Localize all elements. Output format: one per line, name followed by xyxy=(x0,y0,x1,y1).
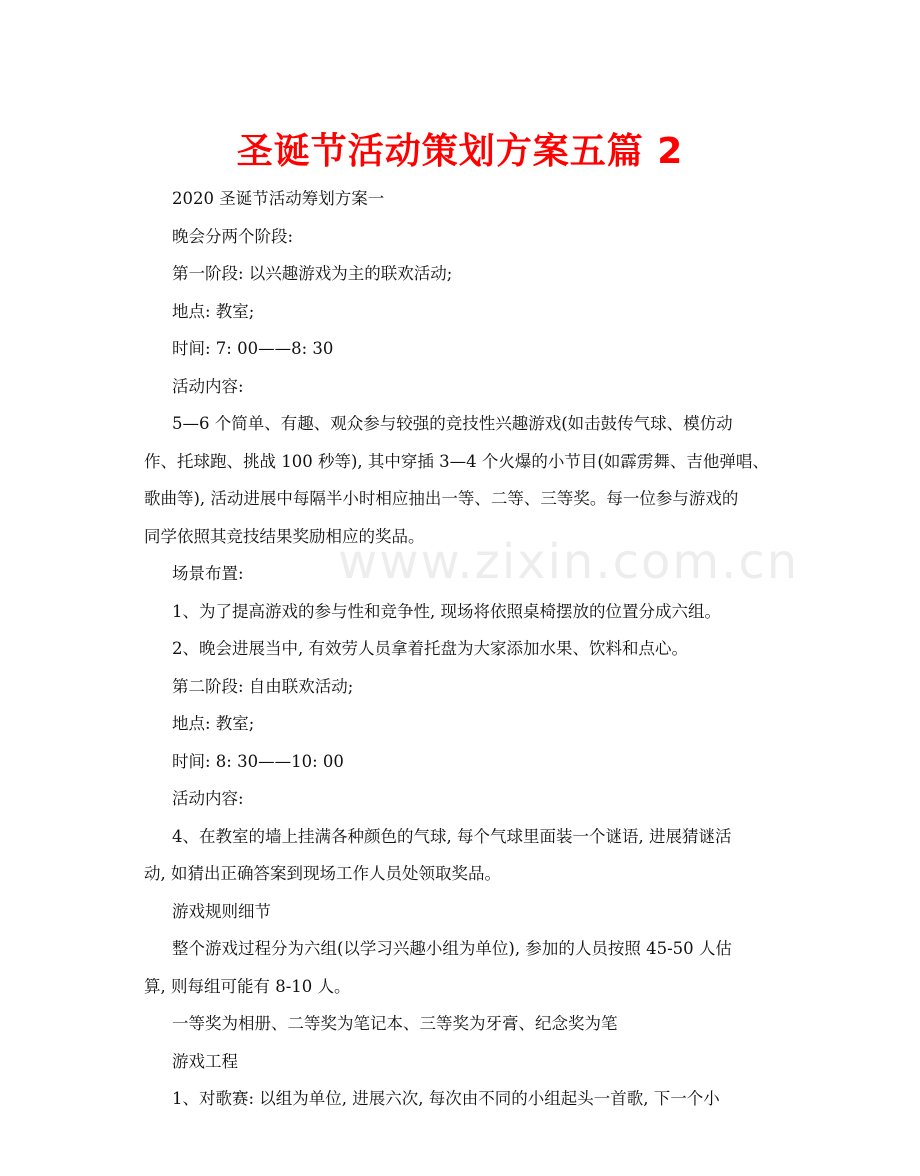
paragraph-line: 第二阶段: 自由联欢活动; xyxy=(172,676,354,696)
paragraph-line: 一等奖为相册、二等奖为笔记本、三等奖为牙膏、纪念奖为笔 xyxy=(172,1014,618,1033)
paragraph-line: 1、为了提高游戏的参与性和竞争性, 现场将依照桌椅摆放的位置分成六组。 xyxy=(172,601,721,621)
paragraph xyxy=(172,1005,788,1043)
paragraph xyxy=(172,743,788,781)
paragraph-line: 2020 圣诞节活动筹划方案一 xyxy=(172,189,385,208)
document-title: 圣诞节活动策划方案五篇 2 xyxy=(236,131,684,172)
paragraph xyxy=(172,1043,788,1081)
paragraph xyxy=(172,255,788,293)
paragraph xyxy=(172,705,788,743)
paragraph-line: 作、托球跑、挑战 100 秒等), 其中穿插 3—4 个火爆的小节目(如霹雳舞、吉他弹唱、 xyxy=(144,451,769,471)
paragraph-line: 地点: 教室; xyxy=(172,714,255,733)
paragraph xyxy=(172,293,788,331)
paragraph-line: 2、晚会进展当中, 有效劳人员拿着托盘为大家添加水果、饮料和点心。 xyxy=(172,639,688,658)
paragraph-line: 5—6 个简单、有趣、观众参与较强的竞技性兴趣游戏(如击鼓传气球、模仿动 xyxy=(172,414,733,433)
paragraph-line: 活动内容: xyxy=(172,376,244,396)
paragraph xyxy=(172,630,788,668)
paragraph-line: 时间: 8: 30——10: 00 xyxy=(172,751,344,771)
paragraph xyxy=(172,555,788,593)
paragraph-line: 场景布置: xyxy=(172,564,244,583)
paragraph-line: 游戏规则细节 xyxy=(172,901,271,921)
paragraph-line: 同学依照其竞技结果奖励相应的奖品。 xyxy=(144,526,425,546)
paragraph xyxy=(172,218,788,256)
paragraph xyxy=(144,818,788,893)
paragraph xyxy=(172,180,788,218)
watermark: www.zixin.com.cn xyxy=(338,534,800,590)
paragraph-line: 活动内容: xyxy=(172,789,244,808)
paragraph xyxy=(172,368,788,406)
paragraph-line: 歌曲等), 活动进展中每隔半小时相应抽出一等、二等、三等奖。每一位参与游戏的 xyxy=(144,489,739,508)
paragraph xyxy=(144,405,788,555)
paragraph-line: 第一阶段: 以兴趣游戏为主的联欢活动; xyxy=(172,264,453,283)
paragraph xyxy=(172,330,788,368)
paragraph-line: 游戏工程 xyxy=(172,1051,238,1071)
paragraph-line: 地点: 教室; xyxy=(172,301,255,321)
document-body xyxy=(144,180,788,1118)
paragraph xyxy=(172,668,788,706)
paragraph-line: 动, 如猜出正确答案到现场工作人员处领取奖品。 xyxy=(144,864,501,883)
paragraph-line: 整个游戏过程分为六组(以学习兴趣小组为单位), 参加的人员按照 45-50 人估 xyxy=(172,939,732,958)
paragraph-line: 时间: 7: 00——8: 30 xyxy=(172,339,334,358)
paragraph-line: 算, 则每组可能有 8-10 人。 xyxy=(144,976,351,996)
paragraph-line: 晚会分两个阶段: xyxy=(172,226,294,246)
paragraph xyxy=(172,893,788,931)
paragraph xyxy=(172,593,788,631)
paragraph xyxy=(144,930,788,1005)
paragraph xyxy=(172,780,788,818)
paragraph-line: 4、在教室的墙上挂满各种颜色的气球, 每个气球里面装一个谜语, 进展猜谜活 xyxy=(172,826,732,846)
paragraph-line: 1、对歌赛: 以组为单位, 进展六次, 每次由不同的小组起头一首歌, 下一个小 xyxy=(172,1089,720,1108)
paragraph xyxy=(172,1080,788,1118)
